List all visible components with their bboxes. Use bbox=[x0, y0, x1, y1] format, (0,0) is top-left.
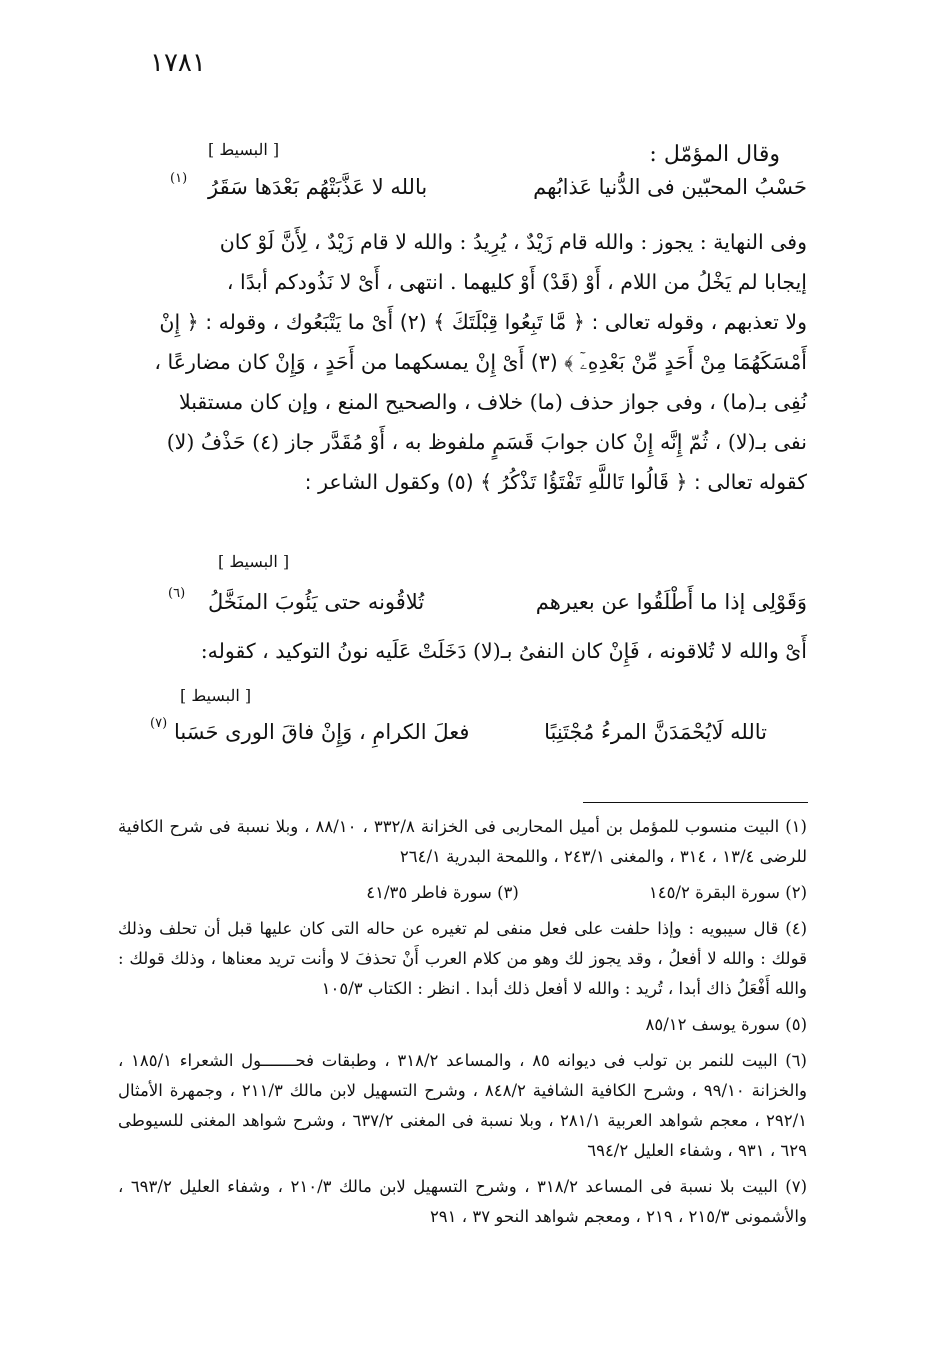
prose-line: أَمْسَكَهُمَا مِنْ أَحَدٍ مِّنْ بَعْدِهِۦٓ ﴾ (٣) أَىْ إِنْ يمسكهما من أَحَدٍ ، وَإِنْ كان مضارعًا ، bbox=[154, 350, 807, 374]
prose-line: نُفِى بـ(ما) ، وفى جواز حذف (ما) خلاف ، والصحيح المنع ، وإن كان مستقبلا bbox=[179, 390, 807, 414]
prose-line: كقوله تعالى : ﴿ قَالُوا تَاللَّهِ تَفْتَؤُا تَذْكُرُ ﴾ (٥) وكقول الشاعر : bbox=[304, 470, 807, 494]
meter-label-3: [ البسيط ] bbox=[180, 686, 252, 705]
verse-3-first-hemistich: تالله لَايُحْمَدَنَّ المرءُ مُجْتَنِبًا bbox=[544, 720, 767, 744]
footnote-7: (٧) البيت بلا نسبة فى المساعد ٣١٨/٢ ، وشرح التسهيل لابن مالك ٢١٠/٣ ، وشفاء العليل ٦٩٣/٢ ، والأشمونى ٢١٥/٣ ، ٢١٩ ، ومعجم شواهد النحو ٣٧ ، ٢٩١ bbox=[118, 1177, 808, 1226]
footnote-6: (٦) البيت للنمر بن تولب فى ديوانه ٨٥ ، والمساعد ٣١٨/٢ ، وطبقات فحـــــــول الشعراء ١٨٥/١ ، والخزانة ٩٩/١٠ ، وشرح الكافية الشافية ٨٤٨/٢ ، وشرح التسهيل لابن مالك ٢١١/٣ ، وجمهرة الأمثال ٢٩٢/١ ، معجم شواهد العربية ٢٨١/١ ، وبلا نسبة فى المغنى ٦٣٧/٢ ، وشرح شواهد المغنى للسيوطى ٦٢٩ ، ٩٣١ ، وشفاء العليل ٦٩٤/٢ bbox=[118, 1051, 807, 1160]
prose-line: وفى النهاية : يجوز : والله قام زَيْدٌ ، يُرِيدُ : والله لا قام زَيْدٌ ، لِأَنَّ لَوْ كان bbox=[219, 230, 807, 254]
verse-2 bbox=[168, 586, 807, 622]
verse-3 bbox=[150, 716, 767, 752]
footnote-2: (٢) سورة البقرة ١٤٥/٢ bbox=[648, 883, 807, 902]
prose-paragraph bbox=[118, 222, 807, 502]
footnote-1: (١) البيت منسوب للمؤمل بن أميل المحاربى فى الخزانة ٣٣٢/٨ ، ٨٨/١٠ ، وبلا نسبة فى شرح الكافية للرضى ١٣/٤ ، ٣١٤ ، والمغنى ٢٤٣/١ ، واللمحة البدرية ٢٦٤/١ bbox=[118, 817, 807, 866]
prose-line: نفى بـ(لا) ، ثُمّ إِنَّه إِنْ كان جوابَ قَسَمٍ ملفوظ به ، أَوْ مُقَدَّر جاز (٤) حَذْفُ (لا) bbox=[166, 430, 807, 454]
footnote-divider bbox=[583, 802, 808, 803]
prose-line: إيجابا لم يَخْلُ من اللام ، أَوْ (قَدْ) أَوْ كليهما . انتهى ، أَىْ لا نَذُودكم أبدًا ، bbox=[226, 270, 807, 294]
footnote-5: (٥) سورة يوسف ٨٥/١٢ bbox=[645, 1015, 807, 1034]
footnote-4: (٤) قال سيبويه : وإذا حلفت على فعل منفى لم تغيره عن حاله التى كان عليها قبل أن تحلف وذلك قولك : والله لا أفعلُ ، وقد يجوز لك وهو من كلام العرب أَنْ تحذفَ لا وأنت تريد معناها ، وذلك قولك : والله أَفْعَلُ ذاك أبدا ، تُريد : والله لا أفعل ذلك أبدا . انظر : الكتاب ١٠٥/٣ bbox=[118, 919, 807, 998]
verse-1-second-hemistich: بالله لا عَذَّبَتْهُم بَعْدَها سَقَرُ bbox=[208, 175, 428, 199]
footnotes-section bbox=[118, 812, 807, 1238]
verse-3-second-hemistich: فعلَ الكرامِ ، وَإِنْ فاقَ الورى حَسَبا bbox=[174, 720, 470, 744]
verse-2-first-hemistich: وَقَوْلِى إذا ما أَطْلَقُوا عن بعيرهم bbox=[535, 590, 807, 614]
verse-2-second-hemistich: تُلاقُونه حتى يَئُوبَ المنَخَّلُ bbox=[208, 590, 425, 614]
intro-line: وقال المؤمّل : bbox=[649, 142, 780, 167]
prose-line: ولا تعذبهم ، وقوله تعالى : ﴿ مَّا تَبِعُوا قِبْلَتَكَ ﴾ (٢) أَىْ ما يَتْبَعُوك ، وقوله : ﴿ إِنْ bbox=[159, 310, 807, 334]
footnote-row-2-3 bbox=[118, 878, 807, 908]
verse-2-footnote-ref: (٦) bbox=[168, 586, 186, 601]
meter-label-2: [ البسيط ] bbox=[218, 552, 290, 571]
meter-label-1: [ البسيط ] bbox=[208, 140, 280, 159]
page-number: ١٧٨١ bbox=[150, 48, 206, 78]
verse-1-footnote-ref: (١) bbox=[170, 171, 188, 186]
verse-1 bbox=[170, 171, 807, 205]
verse-3-footnote-ref: (٧) bbox=[150, 716, 168, 731]
footnote-3: (٣) سورة فاطر ٤١/٣٥ bbox=[366, 883, 519, 902]
verse-2-explanation: أَىْ والله لا تُلاقونه ، فَإِنْ كان النفىُ بـ(لا) دَخَلَتْ عَلَيه نونُ التوكيد ، كقوله: bbox=[200, 639, 807, 663]
verse-1-first-hemistich: حَسْبُ المحبّين فى الدُّنيا عَذابُهم bbox=[533, 175, 807, 199]
